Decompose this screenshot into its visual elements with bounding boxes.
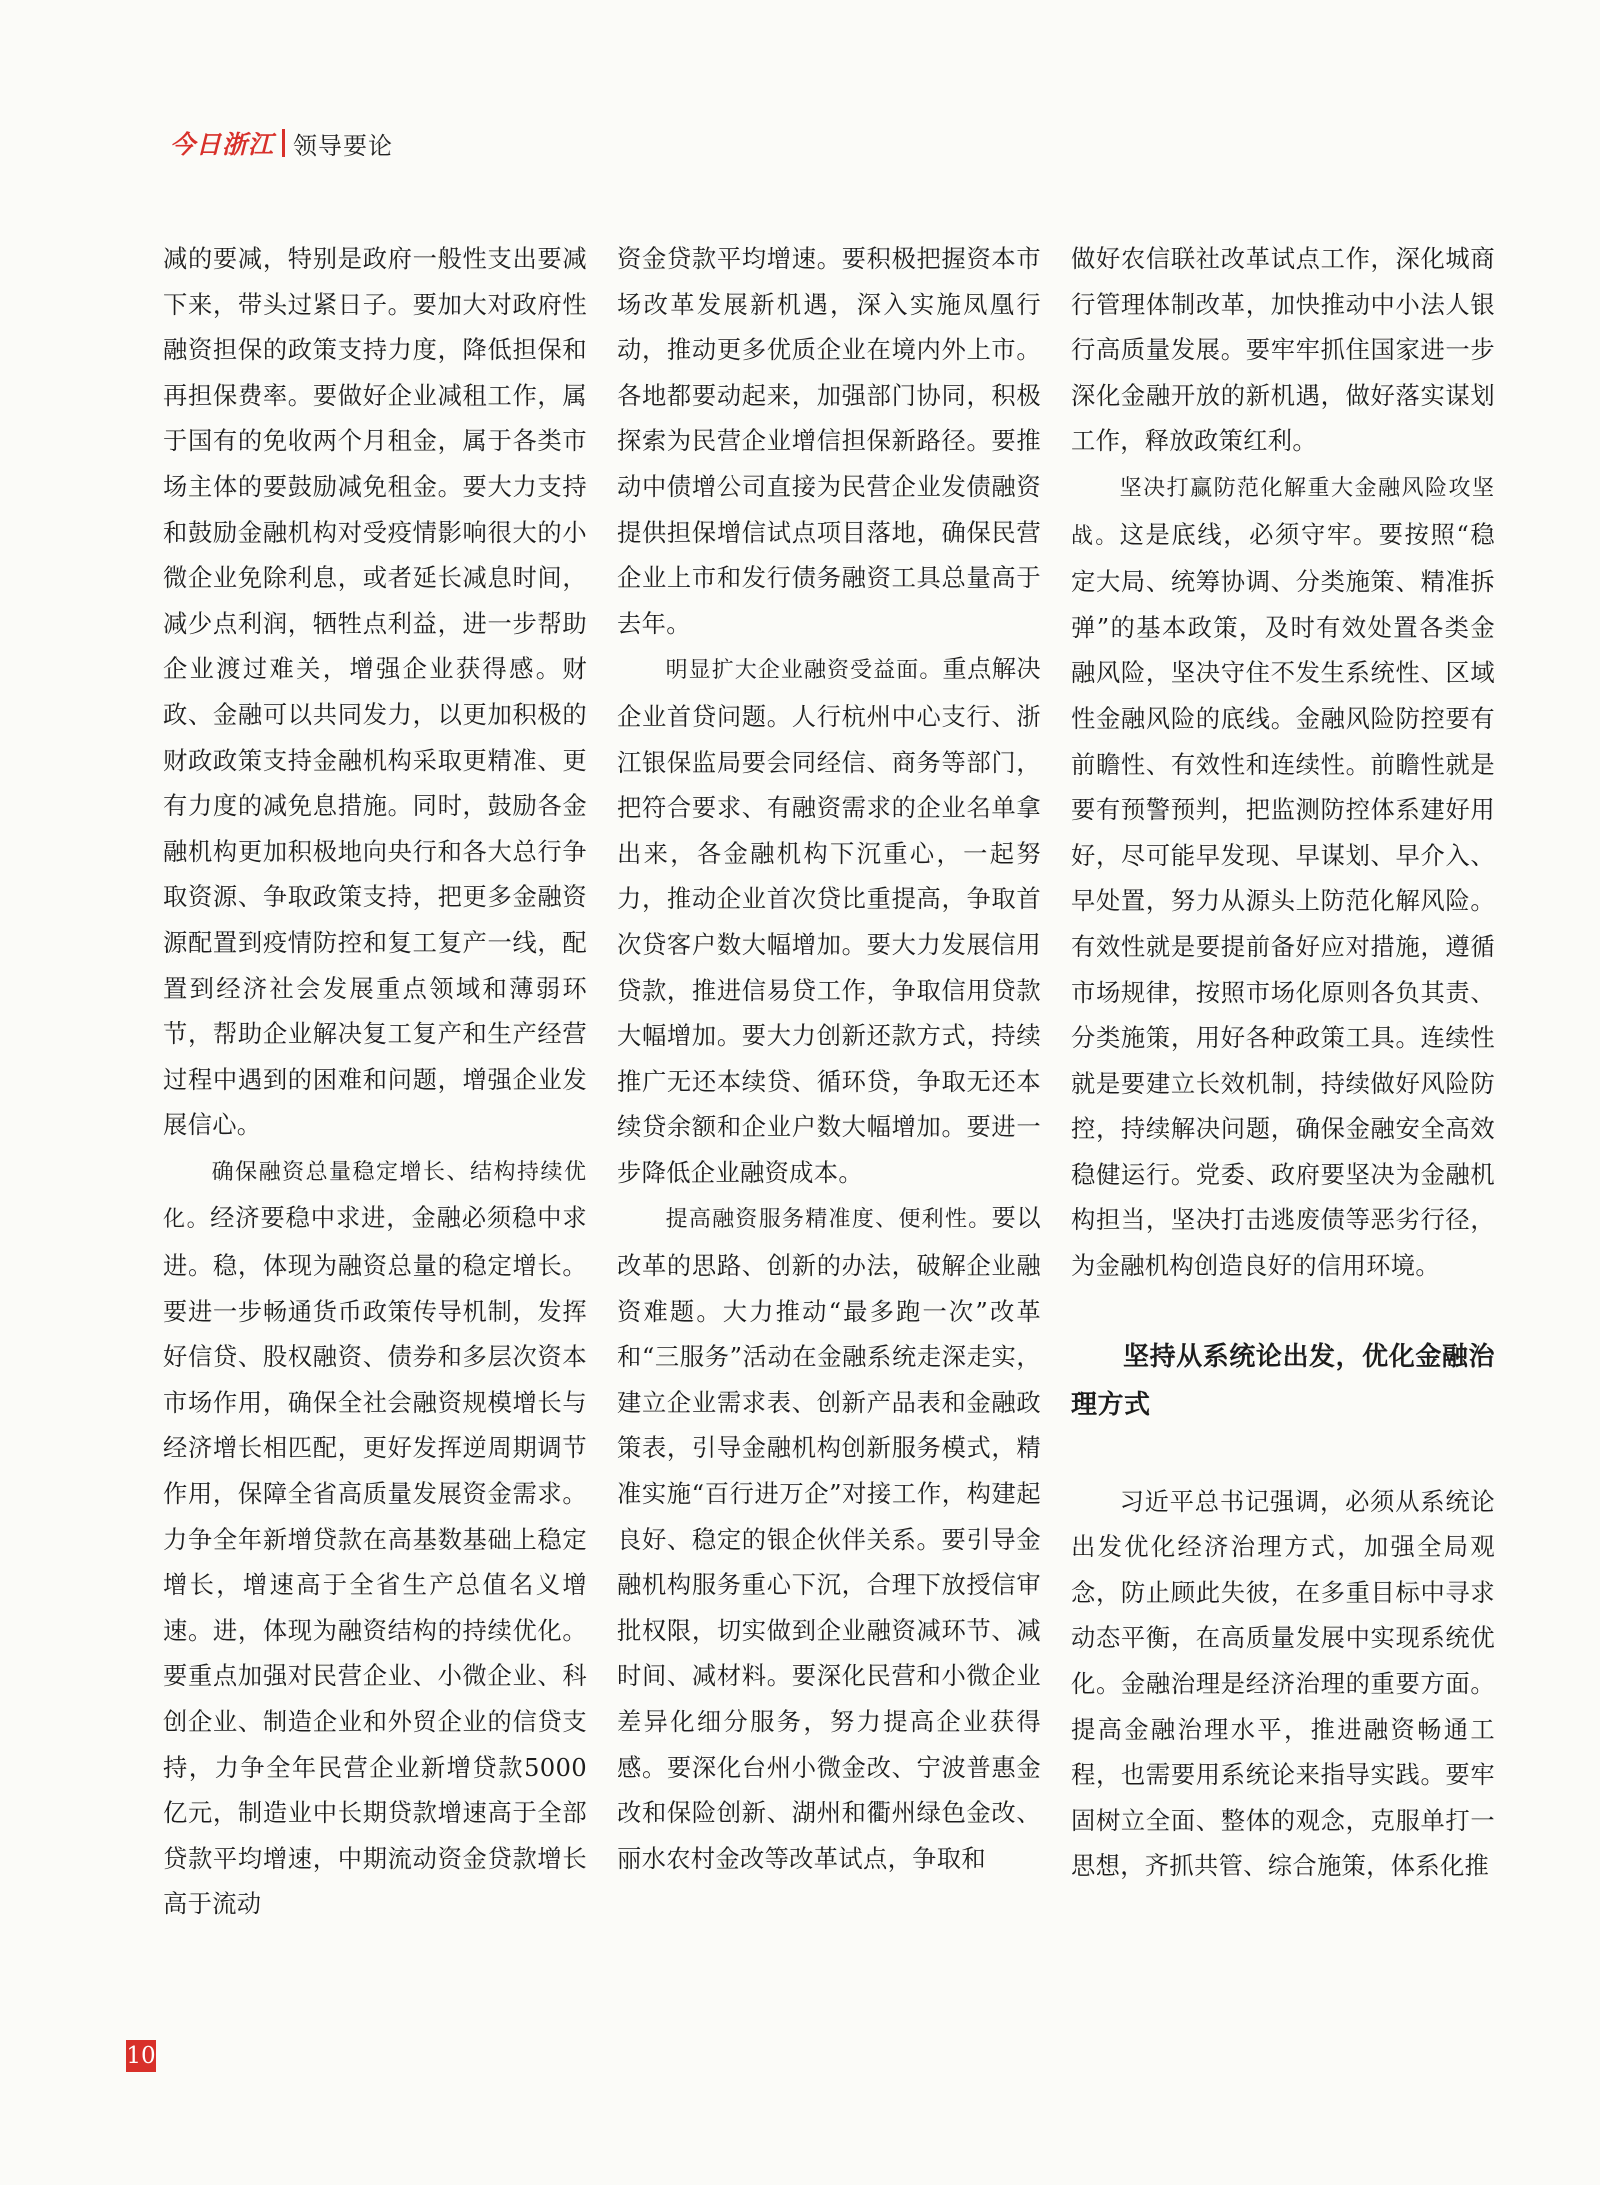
paragraph: [617, 1195, 1041, 1881]
paragraph: 做好农信联社改革试点工作，深化城商行管理体制改革，加快推动中小法人银行高质量发展。要牢牢抓住国家进一步深化金融开放的新机遇，做好落实谋划工作，释放政策红利。: [1071, 244, 1495, 456]
paragraph-body: 经济要稳中求进，金融必须稳中求进。稳，体现为融资总量的稳定增长。要进一步畅通货币政策传导机制，发挥好信贷、股权融资、债券和多层次资本市场作用，确保全社会融资规模增长与经济增长相匹配，更好发挥逆周期调节作用，保障全省高质量发展资金需求。力争全年新增贷款在高基数基础上稳定增长，增速高于全省生产总值名义增速。进，体现为融资结构的持续优化。要重点加强对民营企业、小微企业、科创企业、制造企业和外贸企业的信贷支持，力争全年民营企业新增贷款5000亿元，制造业中长期贷款增速高于全部贷款平均增速，中期流动资金贷款增长高于流动: [163, 1203, 587, 1919]
paragraph: [1071, 464, 1495, 1289]
paragraph: 减的要减，特别是政府一般性支出要减下来，带头过紧日子。要加大对政府性融资担保的政策支持力度，降低担保和再担保费率。要做好企业减租工作，属于国有的免收两个月租金，属于各类市场主体的要鼓励减免租金。要大力支持和鼓励金融机构对受疫情影响很大的小微企业免除利息，或者延长减息时间，减少点利润，牺牲点利益，进一步帮助企业渡过难关，增强企业获得感。财政、金融可以共同发力，以更加积极的财政政策支持金融机构采取更精准、更有力度的减免息措施。同时，鼓励各金融机构更加积极地向央行和各大总行争取资源、争取政策支持，把更多金融资源配置到疫情防控和复工复产一线，配置到经济社会发展重点领域和薄弱环节，帮助企业解决复工复产和生产经营过程中遇到的困难和问题，增强企业发展信心。: [163, 244, 587, 1140]
section-title: 领导要论: [293, 131, 394, 160]
paragraph-lead: 坚决打赢防范化解重大金融风险攻坚战。: [1071, 475, 1495, 549]
paragraph-lead: 提高融资服务精准度、便利性。: [665, 1207, 992, 1233]
text-column-1: [163, 236, 587, 1927]
paragraph: [617, 646, 1041, 1195]
paragraph: 资金贷款平均增速。要积极把握资本市场改革发展新机遇，深入实施凤凰行动，推动更多优质企业在境内外上市。各地都要动起来，加强部门协同，积极探索为民营企业增信担保新路径。要推动中债增公司直接为民营企业发债融资提供担保增信试点项目落地，确保民营企业上市和发行债务融资工具总量高于去年。: [617, 244, 1041, 638]
paragraph-lead: 明显扩大企业融资受益面。: [665, 658, 943, 684]
page-header: [170, 126, 393, 160]
paragraph-lead: 确保融资总量稳定增长、结构持续优化。: [163, 1159, 587, 1233]
section-heading: 坚持从系统论出发，优化金融治理方式: [1071, 1341, 1495, 1420]
paragraph-body: 重点解决企业首贷问题。人行杭州中心支行、浙江银保监局要会同经信、商务等部门，把符合要求、有融资需求的企业名单拿出来，各金融机构下沉重心，一起努力，推动企业首次贷比重提高，争取首次贷客户数大幅增加。要大力发展信用贷款，推进信易贷工作，争取信用贷款大幅增加。要大力创新还款方式，持续推广无还本续贷、循环贷，争取无还本续贷余额和企业户数大幅增加。要进一步降低企业融资成本。: [617, 654, 1041, 1187]
paragraph: 习近平总书记强调，必须从系统论出发优化经济治理方式，加强全局观念，防止顾此失彼，在多重目标中寻求动态平衡，在高质量发展中实现系统优化。金融治理是经济治理的重要方面。提高金融治理水平，推进融资畅通工程，也需要用系统论来指导实践。要牢固树立全面、整体的观念，克服单打一思想，齐抓共管、综合施策，体系化推: [1071, 1486, 1495, 1881]
text-column-2: [617, 236, 1041, 1881]
page-number: 10: [126, 2040, 156, 2072]
paragraph-body: 这是底线，必须守牢。要按照“稳定大局、统筹协调、分类施策、精准拆弹”的基本政策，及时有效处置各类金融风险，坚决守住不发生系统性、区域性金融风险的底线。金融风险防控要有前瞻性、有效性和连续性。前瞻性就是要有预警预判，把监测防控体系建好用好，尽可能早发现、早谋划、早介入、早处置，努力从源头上防范化解风险。有效性就是要提前备好应对措施，遵循市场规律，按照市场化原则各负其责、分类施策，用好各种政策工具。连续性就是要建立长效机制，持续做好风险防控，持续解决问题，确保金融安全高效稳健运行。党委、政府要坚决为金融机构担当，坚决打击逃废债等恶劣行径，为金融机构创造良好的信用环境。: [1071, 519, 1495, 1281]
paragraph: [163, 1148, 587, 1927]
header-divider: [282, 129, 285, 157]
text-column-3: [1071, 236, 1495, 1889]
paragraph-body: 要以改革的思路、创新的办法，破解企业融资难题。大力推动“最多跑一次”改革和“三服务”活动在金融系统走深走实，建立企业需求表、创新产品表和金融政策表，引导金融机构创新服务模式，精准实施“百行进万企”对接工作，构建起良好、稳定的银企伙伴关系。要引导金融机构服务重心下沉，合理下放授信审批权限，切实做到企业融资减环节、减时间、减材料。要深化民营和小微企业差异化细分服务，努力提高企业获得感。要深化台州小微金改、宁波普惠金改和保险创新、湖州和衢州绿色金改、丽水农村金改等改革试点，争取和: [617, 1203, 1041, 1873]
magazine-logo: 今日浙江: [170, 130, 275, 159]
